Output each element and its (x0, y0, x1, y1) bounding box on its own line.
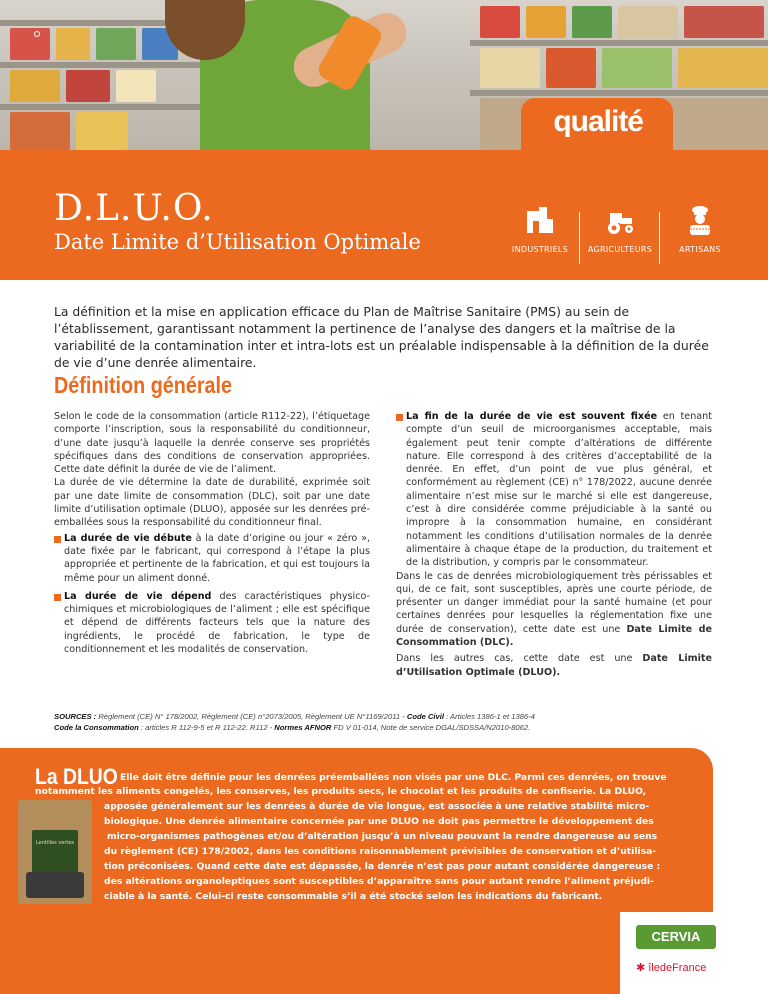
star-icon: ✱ (636, 962, 646, 974)
sector-industriels (505, 205, 575, 254)
sector-artisans (665, 205, 735, 254)
product (480, 48, 540, 88)
bag-label (32, 830, 78, 874)
paragraph-text: Dans les autres cas, cette date est une (396, 653, 643, 665)
product (602, 48, 672, 88)
lentil-bag-image (18, 800, 92, 904)
definition-left-column (54, 410, 370, 656)
page-title: D.L.U.O. (54, 188, 214, 229)
shelf (470, 40, 768, 46)
dluo-line: des altérations organoleptiques sont susceptibles d’apparaître sans pour autant rendre l’aliment préjudi- (104, 876, 654, 887)
iledefrance-text: îledeFrance (648, 962, 707, 974)
dluo-strong: Date Limite d’Utilisation Optimale (DLUO). (396, 653, 713, 678)
sources-line (54, 722, 718, 733)
tractor-icon (604, 205, 636, 237)
dluo-line: notamment les aliments congelés, les conserves, les produits secs, le chocolat et les produits de confiserie. La DLUO, (35, 786, 647, 797)
product (56, 28, 90, 60)
paragraph-text: Dans le cas de denrées microbiologiquement très périssables et qui, de ce fait, sont susceptibles, après une courte période, de présenter un danger immédiat pour la santé humaine (et pour certaines denrées pour lesquelles la réglementation fixe une durée de conservation), cette date est une (396, 570, 712, 635)
product (678, 48, 768, 88)
sources-text: : Articles 1386-1 et 1386-4 (443, 712, 535, 721)
bullet-strong: La fin de la durée de vie est souvent fixée (406, 411, 658, 422)
product (618, 6, 678, 38)
product (10, 70, 60, 102)
product (526, 6, 566, 38)
circle-marker-icon (34, 31, 40, 37)
intro-paragraph: La définition et la mise en application efficace du Plan de Maîtrise Sanitaire (PMS) au sein de l’établissement, garantissant notamment la pertinence de l’analyse des dangers et la maîtrise de la variabilité de la contamination inter et intra-lots est un préalable indispensable à la définition de la durée de vie d’une denrée alimentaire. (54, 304, 709, 370)
bullet-square-icon (54, 594, 61, 601)
bullet-square-icon (54, 536, 61, 543)
bullet-item (54, 590, 370, 656)
dluo-line: Elle doit être définie pour les denrées préemballées non visés par une DLC. Parmi ces denrées, on trouve (120, 772, 667, 783)
product (66, 70, 110, 102)
definition-paragraph (396, 570, 712, 650)
bullet-strong: La durée de vie débute (64, 532, 192, 544)
sources-label: Code la Consommation (54, 723, 139, 732)
chef-icon (684, 205, 716, 237)
category-tab-label: qualité (553, 105, 643, 138)
factory-icon (524, 205, 556, 237)
sources-code: Code Civil (406, 712, 444, 721)
product (546, 48, 596, 88)
sector-label: INDUSTRIELS (511, 245, 569, 254)
iledefrance-logo (636, 961, 706, 974)
divider (659, 212, 660, 264)
definition-paragraph: Selon le code de la consommation (article R112-22), l’étiquetage comporte l’inscription, sous la responsabilité du conditionneur, d’une date jusqu’à laquelle la denrée conserve ses propriétés spécifiques dans des conditions de conservation appropriées. Cette date définit la durée de vie de l’aliment. (54, 411, 370, 476)
bullet-square-icon (396, 414, 403, 421)
cervia-logo: CERVIA (636, 925, 716, 949)
dluo-line: du règlement (CE) 178/2002, dans les conditions raisonnablement prévisibles de conservation et d’utilisa- (104, 846, 657, 857)
bullet-strong: La durée de vie dépend (64, 590, 212, 602)
sector-label: AGRICULTEURS (587, 245, 653, 254)
product (96, 28, 136, 60)
sources-normes: Normes AFNOR (274, 723, 332, 732)
sector-agriculteurs (585, 205, 655, 254)
bag-label-text: Lentilles vertes (35, 840, 75, 846)
product (572, 6, 612, 38)
product (10, 28, 50, 60)
definition-paragraph: La durée de vie détermine la date de durabilité, exprimée soit par une date limite de consommation (DLC), soit par une date limite d’utilisation optimale (DLUO), apposée sur les denrées pré-emballées sous la responsabilité du conditionneur final. (54, 477, 370, 529)
product (76, 112, 128, 150)
bullet-text: à la date d’origine ou jour « zéro », date fixée par le fabricant, qui correspond à l’étape la plus appropriée et pertinente de la fabrication, et qui est toujours la même pour un aliment donné. (64, 532, 370, 584)
sources-text: : articles R 112-9-5 et R 112-22. R112 - (138, 723, 275, 732)
definition-paragraph (396, 652, 712, 679)
bag-window (26, 872, 84, 898)
sources-block (54, 711, 718, 733)
dluo-line: tion préconisées. Quand cette date est dépassée, la denrée n’est pas pour autant considérée dangereuse : (104, 861, 661, 872)
product (10, 112, 70, 150)
shelf (470, 90, 768, 96)
sources-text: Règlement (CE) N° 178/2002, Règlement (CE) n°2073/2005, Règlement UE N°1169/2011 - (96, 712, 407, 721)
sources-label: SOURCES : (54, 712, 97, 721)
dluo-line: ciable à la santé. Celui-ci reste consommable s’il a été stocké selon les indications du fabricant. (104, 891, 603, 902)
divider (579, 212, 580, 264)
dluo-title: La DLUO (35, 764, 118, 789)
dluo-line: biologique. Une denrée alimentaire concernée par une DLUO ne doit pas permettre le développement des (104, 816, 654, 827)
bullet-item (54, 532, 370, 585)
bullet-text: des caractéristiques physico-chimiques et microbiologiques de l’aliment ; elle est spécifique et dépend de différents facteurs tels que la nature des ingrédients, le procédé de fabrication, le type de conditionnement et les modalités de conservation. (64, 590, 370, 656)
definition-right-column (396, 410, 712, 679)
sources-line (54, 711, 718, 722)
product (684, 6, 764, 38)
bullet-text: en tenant compte d’un seuil de microorganismes acceptable, mais également peut tenir compte d’altérations de différente nature. Elle correspond à des critères d’acceptabilité de la denrée. En effet, d’un point de vue plus général, et conformément au règlement (CE) n° 178/2022, aucune denrée alimentaire n’est mise sur le marché si elle est dangereuse, c’est à dire considérée comme préjudiciable à la santé ou impropre à la consommation humaine, en considérant notamment les conditions d’utilisation normales de la denrée alimentaire à chaque étape de la production, du traitement et de la distribution, y compris par le consommateur. (406, 411, 712, 569)
dluo-line: apposée généralement sur les denrées à durée de vie longue, est associée à une relative stabilité micro- (104, 801, 650, 812)
dluo-line: micro-organismes pathogènes et/ou d’altération jusqu’à un niveau pouvant la rendre dangereuse au sens (107, 831, 658, 842)
product (116, 70, 156, 102)
sector-label: ARTISANS (679, 245, 721, 254)
bullet-item (396, 410, 712, 570)
product (480, 6, 520, 38)
sources-text: FD V 01-014, Note de service DGAL/SDSSA/N2010-8062. (331, 723, 531, 732)
dlc-strong: Date Limite de Consommation (DLC). (396, 623, 712, 649)
page-subtitle: Date Limite d’Utilisation Optimale (54, 230, 421, 254)
definition-heading: Définition générale (54, 372, 233, 398)
